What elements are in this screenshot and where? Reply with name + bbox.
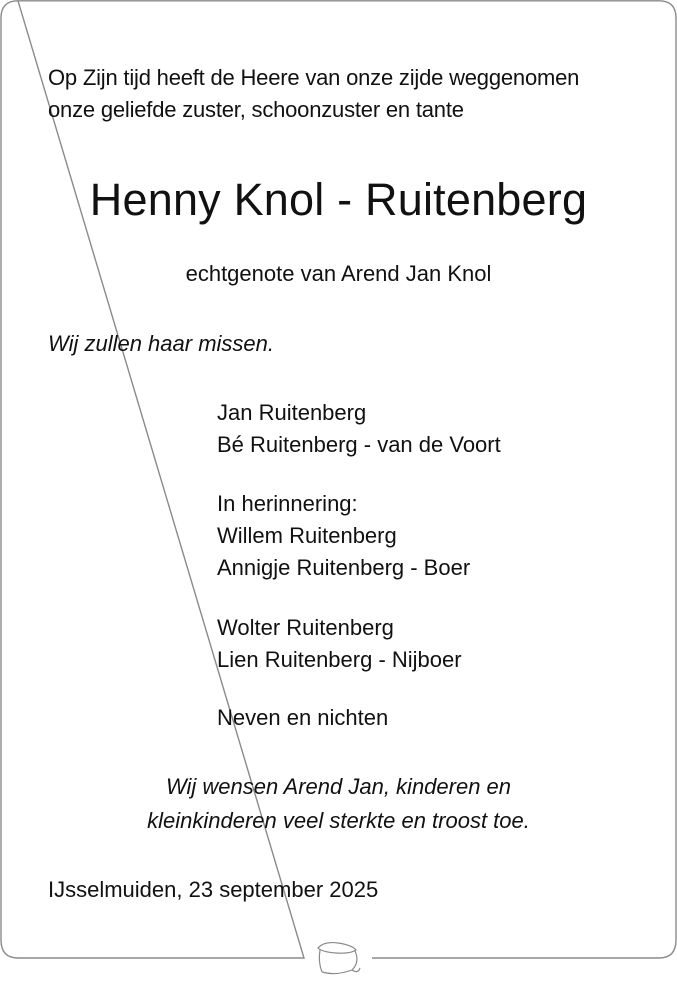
- family-group-3: [217, 612, 637, 676]
- intro-text: [48, 62, 648, 126]
- intro-line-1: Op Zijn tijd heeft de Heere van onze zijde weggenomen: [48, 65, 580, 90]
- family-group-1: [217, 397, 637, 461]
- miss-line: Wij zullen haar missen.: [48, 331, 274, 356]
- family-name: Wolter Ruitenberg: [217, 615, 394, 640]
- deceased-name: Henny Knol - Ruitenberg: [89, 174, 588, 225]
- intro-line-2: onze geliefde zuster, schoonzuster en tante: [48, 97, 464, 122]
- family-group-4: [217, 702, 637, 734]
- family-name: Bé Ruitenberg - van de Voort: [217, 432, 501, 457]
- wish-line-2: kleinkinderen veel sterkte en troost toe.: [147, 808, 530, 833]
- family-group-2: [217, 488, 637, 584]
- spouse-line: echtgenote van Arend Jan Knol: [185, 261, 492, 286]
- family-name: Willem Ruitenberg: [217, 523, 397, 548]
- family-name: Annigje Ruitenberg - Boer: [217, 555, 471, 580]
- wish-text: [0, 770, 677, 838]
- family-name: Neven en nichten: [217, 705, 389, 730]
- place-date: IJsselmuiden, 23 september 2025: [48, 877, 379, 902]
- wish-line-1: Wij wensen Arend Jan, kinderen en: [165, 774, 512, 799]
- memory-heading: In herinnering:: [217, 491, 358, 516]
- family-name: Jan Ruitenberg: [217, 400, 367, 425]
- family-name: Lien Ruitenberg - Nijboer: [217, 647, 462, 672]
